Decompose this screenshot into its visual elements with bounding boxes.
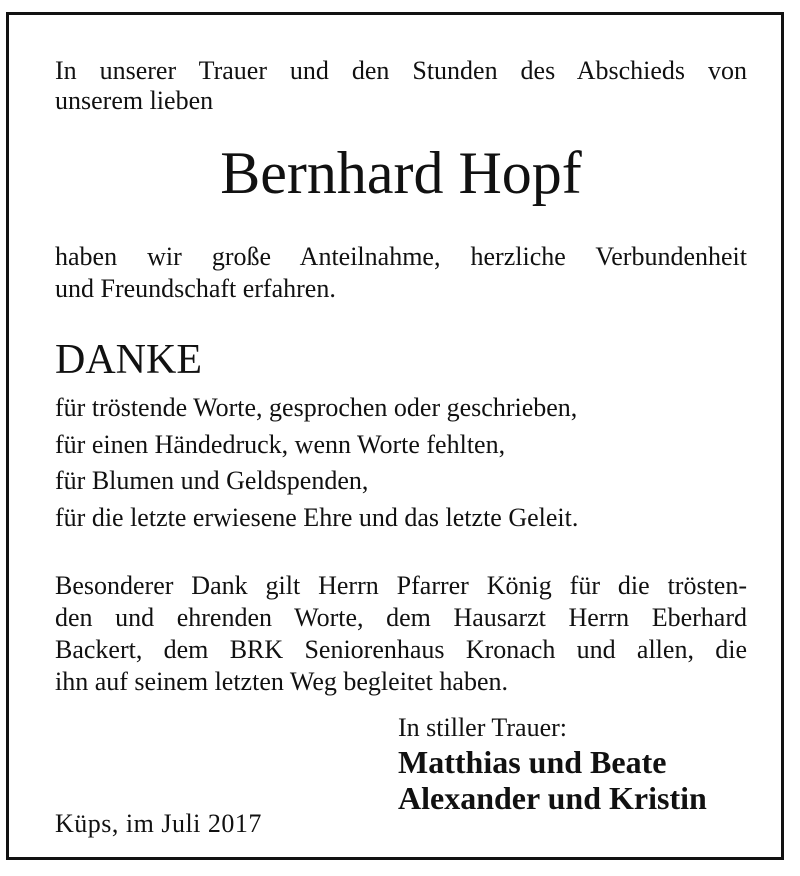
place-date: Küps, im Juli 2017 [55,809,262,838]
intro-line-2: unserem lieben [55,86,214,115]
intro-text [55,56,747,116]
special-thanks-line: Besonderer Dank gilt Herrn Pfarrer König für die trösten- [55,571,747,600]
support-line-1: haben wir große Anteilnahme, herzliche Verbundenheit [55,242,747,271]
signature-block [398,712,758,816]
thanks-heading: DANKE [55,337,202,383]
mourner-names: Alexander und Kristin [398,780,707,816]
support-text [55,241,747,305]
special-thanks-line: den und ehrenden Worte, dem Hausarzt Herrn Eberhard [55,603,747,632]
intro-line-1: In unserer Trauer und den Stunden des Abschieds von [55,56,747,85]
thanks-list [55,390,747,536]
special-thanks-line: ihn auf seinem letzten Weg begleitet haben. [55,667,508,696]
deceased-name: Bernhard Hopf [220,140,582,206]
support-line-2: und Freundschaft erfahren. [55,274,336,303]
special-thanks [55,570,747,698]
signature-lead: In stiller Trauer: [398,713,567,742]
special-thanks-line: Backert, dem BRK Seniorenhaus Kronach und allen, die [55,635,747,664]
thanks-item: für einen Händedruck, wenn Worte fehlten, [55,429,506,459]
thanks-item: für die letzte erwiesene Ehre und das letzte Geleit. [55,502,579,532]
thanks-item: für Blumen und Geldspenden, [55,466,369,495]
thanks-item: für tröstende Worte, gesprochen oder geschrieben, [55,393,578,422]
mourner-names: Matthias und Beate [398,744,667,780]
